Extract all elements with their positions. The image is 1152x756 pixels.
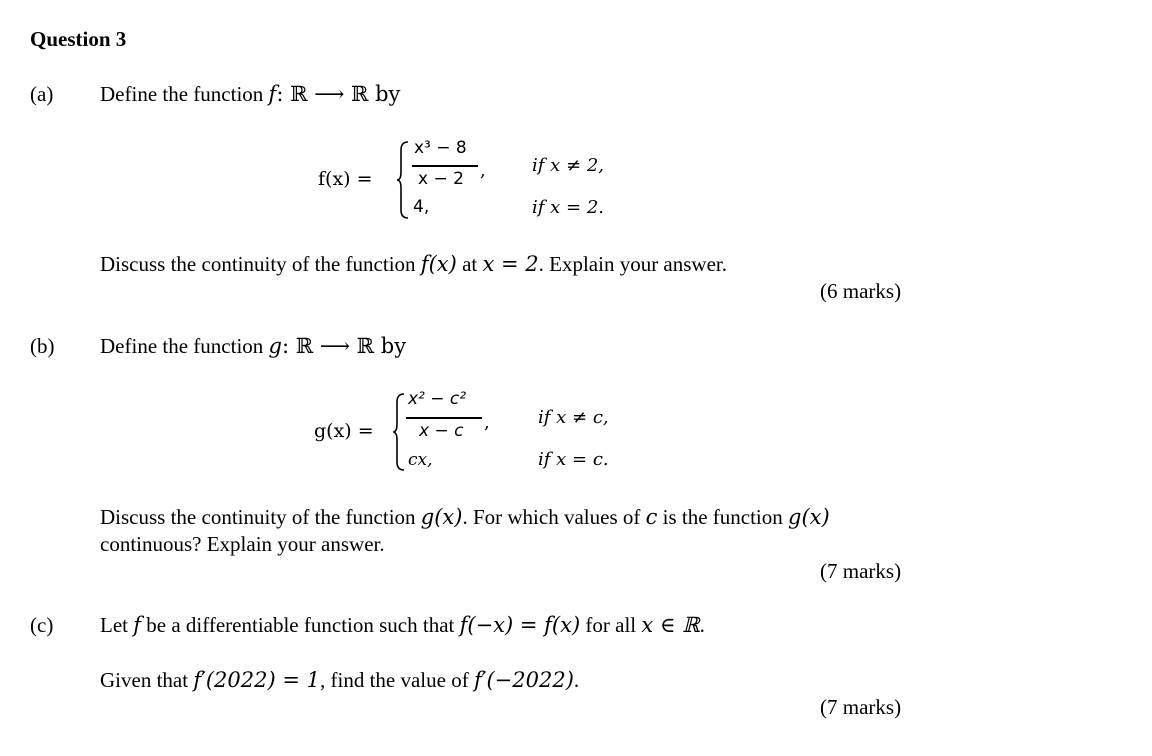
part-b-condition1: if x ≠ c, <box>538 407 609 428</box>
part-b-fraction-bar <box>406 417 482 419</box>
part-c-label: (c) <box>30 613 54 637</box>
part-c-line1-cond: x ∈ ℝ <box>641 613 700 637</box>
part-b-case1-comma: , <box>484 412 490 433</box>
part-b-discuss-line1 <box>100 505 830 530</box>
part-a-label: (a) <box>30 82 54 106</box>
part-b-discuss-mid: . For which values of <box>462 505 646 529</box>
part-c-line1 <box>100 613 705 638</box>
part-b-condition2: if x = c. <box>538 449 609 470</box>
part-c-marks: (7 marks) <box>820 695 902 719</box>
part-a-intro <box>100 82 400 107</box>
part-a-discuss-mid: at <box>456 252 483 276</box>
part-b-discuss-post: is the function <box>657 505 789 529</box>
part-c-line1-eq: f(−x) = f(x) <box>459 613 581 637</box>
part-c-line1-f: f <box>133 613 142 637</box>
part-b-case2-value: cx, <box>408 450 433 470</box>
part-c-line2 <box>100 668 579 693</box>
part-a-case1-numerator: x³ − 8 <box>414 138 467 158</box>
part-b-brace <box>392 392 406 472</box>
part-a-discuss-fn: f(x) <box>420 252 457 276</box>
part-a-fraction-bar <box>412 165 478 167</box>
part-a-case1-comma: , <box>480 160 486 181</box>
part-a-brace <box>396 140 410 220</box>
part-c-line1-text: Let <box>100 613 134 637</box>
part-b-discuss-fn2: g(x) <box>788 505 830 529</box>
part-b-case1-numerator: x² − c² <box>408 389 467 409</box>
part-a-discuss-text: Discuss the continuity of the function <box>100 252 421 276</box>
part-b-marks: (7 marks) <box>820 559 902 583</box>
part-b-discuss-text: Discuss the continuity of the function <box>100 505 421 529</box>
part-c-line1-mid: be a differentiable function such that <box>141 613 460 637</box>
part-c-line2-find: f′(−2022) <box>473 668 574 692</box>
part-a-condition1: if x ≠ 2, <box>532 155 604 176</box>
part-b-intro-fn: g <box>268 334 282 358</box>
part-c-line2-end: . <box>573 668 580 692</box>
part-a-discuss <box>100 252 727 277</box>
part-b-discuss-line2: continuous? Explain your answer. <box>100 532 385 556</box>
part-b-case1-denominator: x − c <box>419 421 464 441</box>
part-b-intro-map: : ℝ ⟶ ℝ by <box>281 334 407 358</box>
part-a-intro-text: Define the function <box>100 82 269 106</box>
part-a-marks: (6 marks) <box>820 279 902 303</box>
part-a-intro-map: : ℝ ⟶ ℝ by <box>276 82 401 106</box>
part-b-intro-text: Define the function <box>100 334 269 358</box>
part-c-line2-mid: , find the value of <box>320 668 474 692</box>
part-a-discuss-eq: x = 2 <box>482 252 539 276</box>
part-a-case1-denominator: x − 2 <box>418 169 464 189</box>
part-c-line2-given: f′(2022) = 1 <box>193 668 320 692</box>
part-c-line2-text: Given that <box>100 668 194 692</box>
part-b-lhs: g(x) = <box>314 420 374 442</box>
part-b-intro <box>100 334 406 359</box>
part-a-intro-fn: f <box>268 82 277 106</box>
part-b-label: (b) <box>30 334 55 358</box>
part-c-line1-end: . <box>699 613 705 637</box>
part-a-lhs: f(x) = <box>318 168 373 190</box>
part-a-case2-value: 4, <box>413 197 430 217</box>
part-a-discuss-post: . Explain your answer. <box>538 252 727 276</box>
part-b-discuss-fn: g(x) <box>420 505 463 529</box>
part-b-discuss-c: c <box>645 505 658 529</box>
part-c-line1-post: for all <box>580 613 642 637</box>
question-title: Question 3 <box>30 27 127 51</box>
part-a-condition2: if x = 2. <box>532 197 604 218</box>
